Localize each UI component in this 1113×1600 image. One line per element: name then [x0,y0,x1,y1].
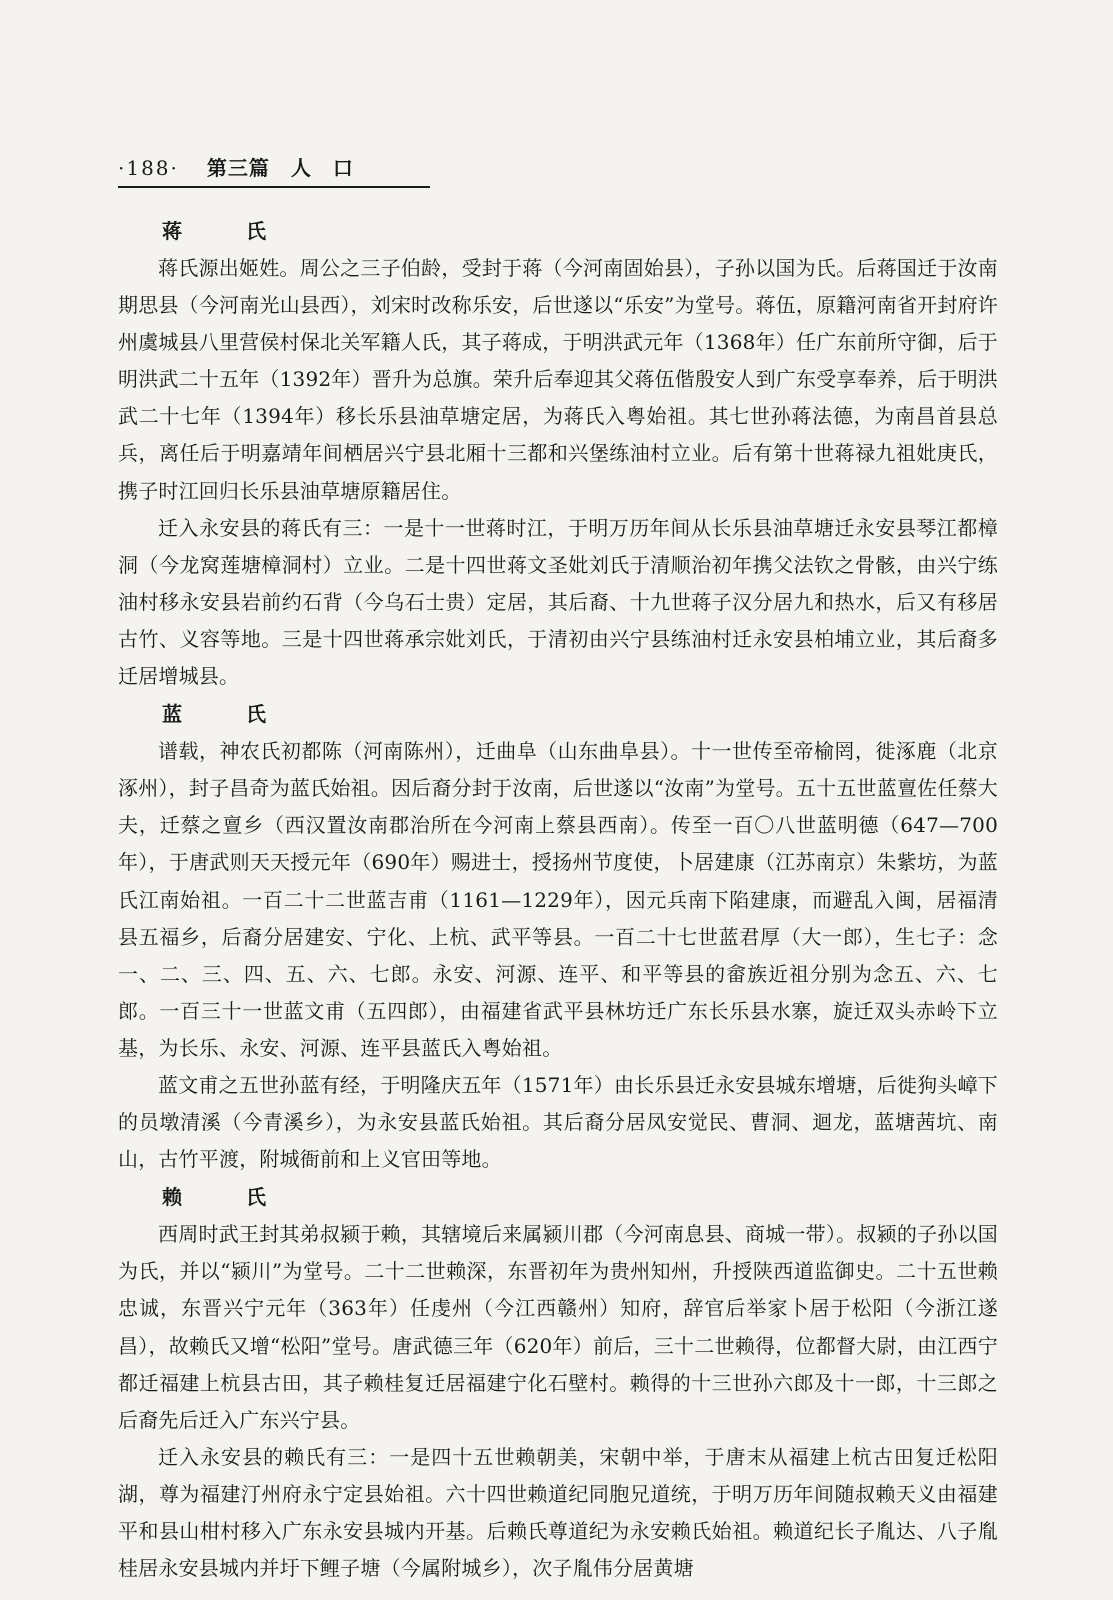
paragraph: 蒋氏源出姬姓。周公之三子伯龄，受封于蒋（今河南固始县），子孙以国为氏。后蒋国迁于汝南期思县（今河南光山县西），刘宋时改称乐安，后世遂以“乐安”为堂号。蒋伍，原籍河南省开封府许州虞城县八里营侯村保北关军籍人氏，其子蒋成，于明洪武元年（1368年）任广东前所守御，后于明洪武二十五年（1392年）晋升为总旗。荣升后奉迎其父蒋伍偕殷安人到广东受享奉养，后于明洪武二十七年（1394年）移长乐县油草塘定居，为蒋氏入粤始祖。其七世孙蒋法德，为南昌首县总兵，离任后于明嘉靖年间栖居兴宁县北厢十三都和兴堡练油村立业。后有第十世蒋禄九祖妣庚氏，携子时江回归长乐县油草塘原籍居住。 [118,256,998,503]
header-rule [118,186,430,188]
section-title: 蒋 氏 [162,219,288,243]
paragraph: 迁入永安县的赖氏有三：一是四十五世赖朝美，宋朝中举，于唐末从福建上杭古田复迁松阳湖，尊为福建汀州府永宁定县始祖。六十四世赖道纪同胞兄道统，于明万历年间随叔赖天义由福建平和县山柑村移入广东永安县城内开基。后赖氏尊道纪为永安赖氏始祖。赖道纪长子胤达、八子胤桂居永安县城内并圩下鲤子塘（今属附城乡），次子胤伟分居黄塘 [118,1444,998,1581]
paragraph: 西周时武王封其弟叔颍于赖，其辖境后来属颍川郡（今河南息县、商城一带）。叔颍的子孙以国为氏，并以“颍川”为堂号。二十二世赖深，东晋初年为贵州知州，升授陕西道监御史。二十五世赖忠诚，东晋兴宁元年（363年）任虔州（今江西赣州）知府，辞官后举家卜居于松阳（今浙江遂昌），故赖氏又增“松阳”堂号。唐武德三年（620年）前后，三十二世赖得，位都督大尉，由江西宁都迁福建上杭县古田，其子赖桂复迁居福建宁化石壁村。赖得的十三世孙六郎及十一郎，十三郎之后裔先后迁入广东兴宁县。 [118,1222,998,1432]
page-number: ·188· [118,156,179,180]
chapter-title: 第三篇 人 口 [206,156,354,180]
section-title: 蓝 氏 [162,702,288,727]
page-body [118,212,998,1587]
paragraph: 谱载，神农氏初都陈（河南陈州），迁曲阜（山东曲阜县）。十一世传至帝榆罔，徙涿鹿（北京涿州），封子昌奇为蓝氏始祖。因后裔分封于汝南，后世遂以“汝南”为堂号。五十五世蓝亶佐任蔡大夫，迁蔡之亶乡（西汉置汝南郡治所在今河南上蔡县西南）。传至一百〇八世蓝明德（647—700年），于唐武则天天授元年（690年）赐进士，授扬州节度使，卜居建康（江苏南京）朱紫坊，为蓝氏江南始祖。一百二十二世蓝吉甫（1161—1229年），因元兵南下陷建康，而避乱入闽，居福清县五福乡，后裔分居建安、宁化、上杭、武平等县。一百二十七世蓝君厚（大一郎），生七子：念一、二、三、四、五、六、七郎。永安、河源、连平、和平等县的畲族近祖分别为念五、六、七郎。一百三十一世蓝文甫（五四郎），由福建省武平县林坊迁广东长乐县水寨，旋迁双头赤岭下立基，为长乐、永安、河源、连平县蓝氏入粤始祖。 [118,739,998,1060]
paragraph: 迁入永安县的蒋氏有三：一是十一世蒋时江，于明万历年间从长乐县油草塘迁永安县琴江都樟洞（今龙窝莲塘樟洞村）立业。二是十四世蒋文圣妣刘氏于清顺治初年携父法钦之骨骸，由兴宁练油村移永安县岩前约石背（今乌石士贵）定居，其后裔、十九世蒋子汉分居九和热水，后又有移居古竹、义容等地。三是十四世蒋承宗妣刘氏，于清初由兴宁县练油村迁永安县柏埔立业，其后裔多迁居增城县。 [118,515,998,689]
section-lai [118,1178,998,1587]
paragraph: 蓝文甫之五世孙蓝有经，于明隆庆五年（1571年）由长乐县迁永安县城东增塘，后徙狗头嶂下的员墩清溪（今青溪乡），为永安县蓝氏始祖。其后裔分居凤安觉民、曹洞、迴龙，蓝塘茜坑、南山，古竹平渡，附城衙前和上义官田等地。 [118,1072,998,1172]
section-lan [118,695,998,1178]
section-title: 赖 氏 [162,1185,288,1210]
section-jiang [118,212,998,695]
page-header [118,152,354,181]
